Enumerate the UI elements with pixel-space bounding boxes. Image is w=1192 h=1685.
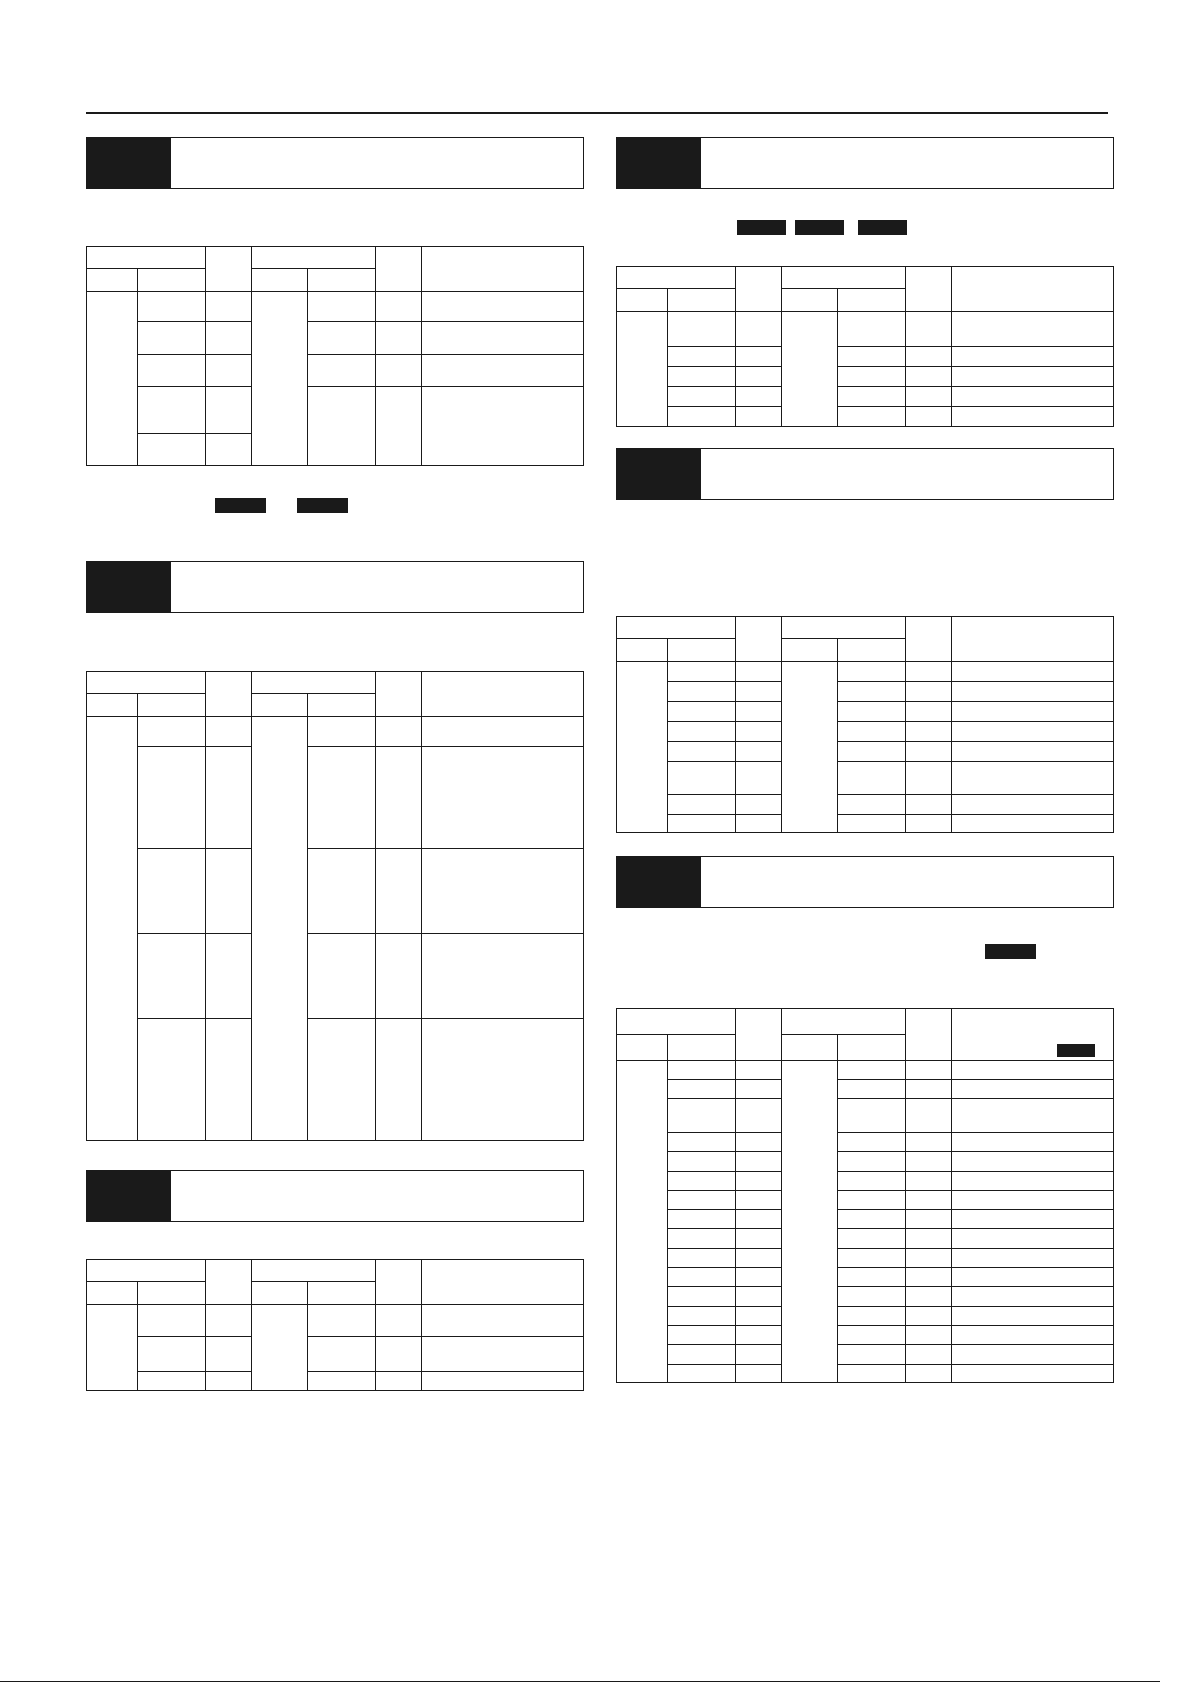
bottom-rule [0,1681,1160,1682]
register-table-6 [616,1008,1114,1383]
section-tag [87,562,171,612]
section-header-2 [86,561,584,613]
section-tag [87,138,171,188]
section-header-1 [86,137,584,189]
register-table-2 [86,671,584,1141]
top-rule [86,112,1108,114]
key-chip [985,944,1036,959]
section-header-6 [616,856,1114,908]
key-chip [297,498,348,513]
key-chip [795,220,844,235]
section-header-5 [616,448,1114,500]
register-table-4 [616,266,1114,427]
section-tag [617,138,701,188]
key-chip [215,498,266,513]
section-tag [87,1171,171,1221]
register-table-3 [86,1259,584,1391]
key-chip [737,220,786,235]
section-tag [617,449,701,499]
register-table-5 [616,616,1114,833]
key-chip [1057,1044,1095,1057]
header-cell-with-chip [952,1009,1114,1061]
section-header-3 [86,1170,584,1222]
key-chip [858,220,907,235]
section-tag [617,857,701,907]
register-table-1 [86,246,584,466]
section-header-4 [616,137,1114,189]
